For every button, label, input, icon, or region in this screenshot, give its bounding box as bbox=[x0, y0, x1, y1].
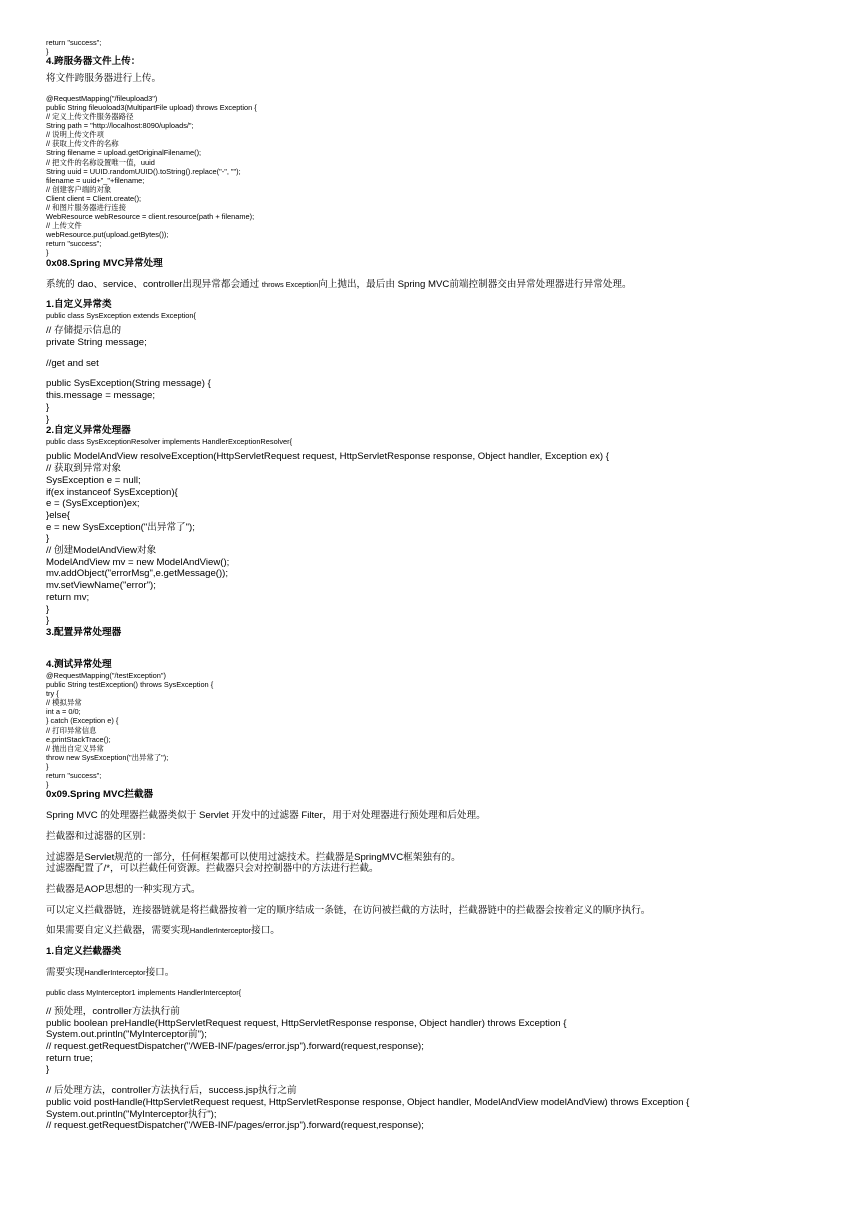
paragraph-difference: 拦截器和过滤器的区别： bbox=[46, 830, 152, 842]
code-line: // request.getRequestDispatcher("/WEB-INF/pages/error.jsp").forward(request,response); bbox=[46, 1040, 424, 1052]
text-run: 向上抛出，最后由 Spring MVC前端控制器交由异常处理器进行异常处理。 bbox=[318, 278, 632, 290]
code-line: mv.setViewName("error"); bbox=[46, 580, 156, 592]
code-line: //get and set bbox=[46, 357, 99, 369]
heading-test-exception: 4.测试异常处理 bbox=[46, 658, 112, 670]
code-line: // 后处理方法，controller方法执行后，success.jsp执行之前 bbox=[46, 1085, 297, 1097]
code-line: @RequestMapping("/testException") bbox=[46, 670, 166, 680]
code-line: // 模拟异常 bbox=[46, 698, 82, 708]
paragraph-chain: 可以定义拦截器链，连接器链就是将拦截器按着一定的顺序结成一条链，在访问被拦截的方法时，拦截器链中的拦截器会按着定义的顺序执行。 bbox=[46, 904, 651, 916]
code-line: // 定义上传文件服务器路径 bbox=[46, 112, 134, 122]
code-line: // 说明上传文件项 bbox=[46, 130, 104, 140]
code-line: // 存储提示信息的 bbox=[46, 325, 122, 337]
code-line: } bbox=[46, 603, 50, 615]
code-line: return "success"; bbox=[46, 770, 102, 780]
document-page bbox=[46, 38, 846, 1132]
code-line: @RequestMapping("/fileupload3") bbox=[46, 93, 158, 103]
inline-code: HandlerInterceptor bbox=[84, 968, 146, 978]
code-line: e = (SysException)ex; bbox=[46, 498, 140, 510]
code-line: String filename = upload.getOriginalFilename(); bbox=[46, 148, 202, 158]
code-line: // 预处理，controller方法执行前 bbox=[46, 1005, 180, 1017]
code-block-upload bbox=[46, 94, 846, 258]
code-line: // 打印异常信息 bbox=[46, 725, 97, 735]
code-line: // 创建ModelAndView对象 bbox=[46, 545, 157, 557]
paragraph-0x08 bbox=[46, 279, 846, 291]
code-line: } bbox=[46, 413, 50, 425]
code-line: public void postHandle(HttpServletRequest request, HttpServletResponse response, Object handler, ModelAndView modelAndView) throws Exception { bbox=[46, 1096, 690, 1108]
code-line: int a = 0/0; bbox=[46, 707, 81, 717]
code-line: return "success"; bbox=[46, 38, 102, 47]
code-line: this.message = message; bbox=[46, 390, 156, 402]
code-line: // 和图片服务器进行连接 bbox=[46, 203, 127, 213]
code-line: e.printStackTrace(); bbox=[46, 734, 111, 744]
code-line: String path = "http://localhost:8090/uploads/"; bbox=[46, 121, 194, 131]
code-line: filename = uuid+"_"+filename; bbox=[46, 175, 145, 185]
code-line: public class SysException extends Exception{ bbox=[46, 311, 196, 321]
paragraph-need-implement bbox=[46, 967, 846, 979]
text-run: 接口。 bbox=[251, 925, 280, 937]
code-line: public String fileuoload3(MultipartFile upload) throws Exception { bbox=[46, 102, 257, 112]
code-line: // 把文件的名称设置唯一值，uuid bbox=[46, 157, 155, 167]
paragraph-implement bbox=[46, 925, 846, 937]
heading-upload: 4.跨服务器文件上传： bbox=[46, 56, 141, 68]
code-line: webResource.put(upload.getBytes()); bbox=[46, 230, 169, 240]
code-line: return "success"; bbox=[46, 239, 102, 249]
paragraph-0x09: Spring MVC 的处理器拦截器类似于 Servlet 开发中的过滤器 Filter，用于对处理器进行预处理和后处理。 bbox=[46, 810, 486, 822]
code-line: try { bbox=[46, 689, 59, 699]
code-line: // 获取到异常对象 bbox=[46, 463, 122, 475]
heading-0x09: 0x09.Spring MVC拦截器 bbox=[46, 789, 154, 801]
code-line: public boolean preHandle(HttpServletRequest request, HttpServletResponse response, Object handler) throws Exception { bbox=[46, 1017, 567, 1029]
code-line: // 获取上传文件的名称 bbox=[46, 139, 119, 149]
code-line: SysException e = null; bbox=[46, 474, 141, 486]
code-line: ModelAndView mv = new ModelAndView(); bbox=[46, 556, 230, 568]
code-line: } bbox=[46, 401, 50, 413]
heading-exception-resolver: 2.自定义异常处理器 bbox=[46, 425, 131, 437]
code-line: public ModelAndView resolveException(HttpServletRequest request, HttpServletResponse response, Object handler, Exception ex) { bbox=[46, 451, 609, 463]
code-line: } bbox=[46, 47, 49, 57]
text-run: 接口。 bbox=[145, 967, 175, 979]
code-line: String uuid = UUID.randomUUID().toString().replace("-", ""); bbox=[46, 166, 241, 176]
code-line: Client client = Client.create(); bbox=[46, 193, 142, 203]
code-line: } bbox=[46, 1064, 50, 1076]
paragraph-upload: 将文件跨服务器进行上传。 bbox=[46, 73, 162, 85]
paragraph-difference-line: 过滤器是Servlet规范的一部分，任何框架都可以使用过滤技术。拦截器是SpringMVC框架独有的。 bbox=[46, 851, 461, 863]
code-line: public class SysExceptionResolver implements HandlerExceptionResolver{ bbox=[46, 437, 293, 447]
code-line: e = new SysException("出异常了"); bbox=[46, 521, 195, 533]
code-line: System.out.println("MyInterceptor前"); bbox=[46, 1029, 207, 1041]
code-line: throw new SysException("出异常了"); bbox=[46, 752, 169, 762]
code-line: WebResource webResource = client.resource(path + filename); bbox=[46, 212, 255, 222]
code-line: public SysException(String message) { bbox=[46, 378, 211, 390]
code-block-return bbox=[46, 38, 846, 56]
heading-custom-exception: 1.自定义异常类 bbox=[46, 299, 112, 311]
code-block-test-exception bbox=[46, 671, 846, 789]
heading-custom-interceptor: 1.自定义拦截器类 bbox=[46, 946, 122, 958]
code-line: // 上传文件 bbox=[46, 221, 82, 231]
code-line: } bbox=[46, 761, 49, 771]
heading-configure-resolver: 3.配置异常处理器 bbox=[46, 626, 122, 638]
code-block-posthandle bbox=[46, 1085, 846, 1132]
paragraph-difference-line: 过滤器配置了/*，可以拦截任何资源。拦截器只会对控制器中的方法进行拦截。 bbox=[46, 863, 379, 875]
text-run: 系统的 dao、service、controller出现异常都会通过 bbox=[46, 278, 262, 290]
code-line: return true; bbox=[46, 1052, 93, 1064]
code-block-prehandle bbox=[46, 1006, 846, 1076]
inline-code: HandlerInterceptor bbox=[189, 926, 252, 936]
code-line: // 抛出自定义异常 bbox=[46, 743, 104, 753]
code-line: } catch (Exception e) { bbox=[46, 716, 119, 726]
code-line: public String testException() throws SysException { bbox=[46, 680, 214, 690]
code-line: } bbox=[46, 615, 50, 627]
text-run: 如果需要自定义拦截器，需要实现 bbox=[46, 925, 190, 937]
code-line: } bbox=[46, 248, 49, 258]
code-line: return mv; bbox=[46, 591, 90, 603]
code-line: } bbox=[46, 780, 49, 790]
paragraph-aop: 拦截器是AOP思想的一种实现方式。 bbox=[46, 883, 201, 895]
code-line: public class MyInterceptor1 implements HandlerInterceptor{ bbox=[46, 987, 242, 997]
code-line: } bbox=[46, 533, 50, 545]
code-line: }else{ bbox=[46, 509, 71, 521]
code-line: // request.getRequestDispatcher("/WEB-INF/pages/error.jsp").forward(request,response); bbox=[46, 1120, 424, 1132]
heading-0x08: 0x08.Spring MVC异常处理 bbox=[46, 257, 163, 269]
code-line: mv.addObject("errorMsg",e.getMessage()); bbox=[46, 568, 229, 580]
code-block-resolver bbox=[46, 451, 846, 627]
code-line: private String message; bbox=[46, 337, 147, 349]
code-line: // 创建客户端的对象 bbox=[46, 184, 112, 194]
code-line: if(ex instanceof SysException){ bbox=[46, 486, 178, 498]
code-line: System.out.println("MyInterceptor执行"); bbox=[46, 1108, 217, 1120]
inline-code: throws Exception bbox=[261, 279, 319, 289]
text-run: 需要实现 bbox=[46, 967, 85, 979]
